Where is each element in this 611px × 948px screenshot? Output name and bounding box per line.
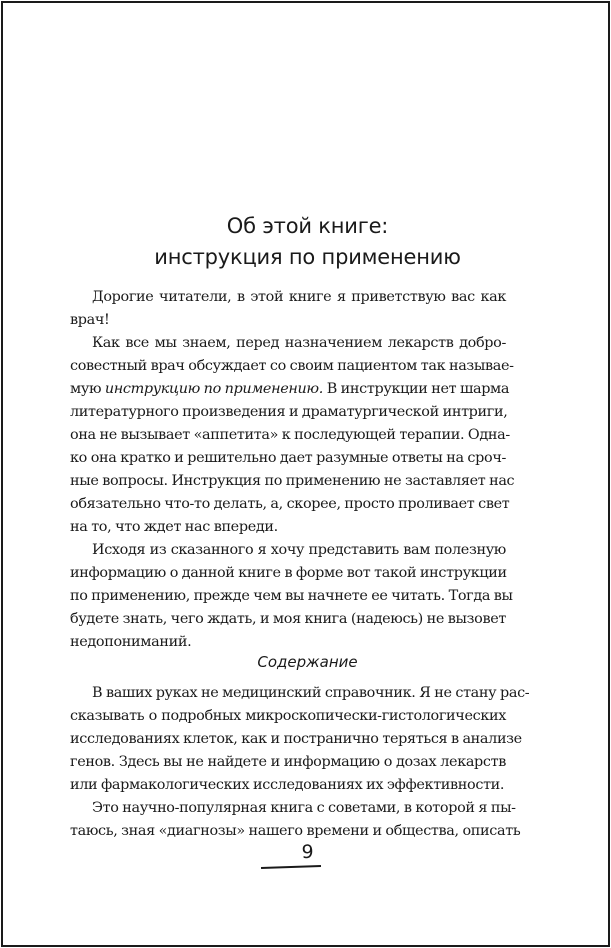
text-line: или фармакологических исследованиях их эффективности. (70, 777, 505, 793)
text-line: таюсь, зная «диагнозы» нашего времени и общества, описать (70, 823, 521, 839)
chapter-title-line-2: инструкция по применению (154, 245, 461, 269)
section-subheading: Содержание (257, 653, 358, 671)
text-line: Исходя из сказанного я хочу представить вам полезную (92, 542, 506, 558)
text-line: обязательно что-то делать, а, скорее, просто проливает свет (70, 496, 510, 512)
text-line: ко она кратко и решительно дает разумные ответы на сроч- (70, 450, 506, 466)
text-line: на то, что ждет нас впереди. (70, 519, 278, 535)
text-line: по применению, прежде чем вы начнете ее читать. Тогда вы (70, 588, 513, 604)
italic-term: инструкцию по применению. (104, 381, 323, 397)
text-fragment: мую (70, 381, 105, 397)
text-line: врач! (70, 312, 110, 328)
text-line: сказывать о подробных микроскопически-гистологических (70, 708, 506, 724)
page-number-underline (261, 865, 321, 869)
text-line (70, 378, 510, 401)
text-line: Как все мы знаем, перед назначением лекарств добро- (92, 335, 506, 351)
book-page (1, 1, 610, 947)
text-line: генов. Здесь вы не найдете и информацию о дозах лекарств (70, 754, 506, 770)
page-number: 9 (301, 841, 314, 863)
text-line: В ваших руках не медицинский справочник. Я не стану рас- (92, 685, 530, 701)
text-fragment: В инструкции нет шарма (322, 381, 510, 397)
chapter-title-line-1: Об этой книге: (226, 214, 389, 238)
text-line: Дорогие читатели, в этой книге я приветствую вас как (92, 289, 506, 305)
text-line: ные вопросы. Инструкция по применению не заставляет нас (70, 473, 515, 489)
text-line: совестный врач обсуждает со своим пациентом так называе- (70, 358, 514, 374)
text-line: она не вызывает «аппетита» к последующей терапии. Одна- (70, 427, 510, 443)
text-line: будете знать, чего ждать, и моя книга (надеюсь) не вызовет (70, 611, 506, 627)
text-line: недопониманий. (70, 634, 192, 650)
text-line: исследованиях клеток, как и постранично теряться в анализе (70, 731, 522, 747)
text-line: литературного произведения и драматургической интриги, (70, 404, 508, 420)
text-line: Это научно-популярная книга с советами, в которой я пы- (92, 800, 516, 816)
text-line: информацию о данной книге в форме вот такой инструкции (70, 565, 507, 581)
